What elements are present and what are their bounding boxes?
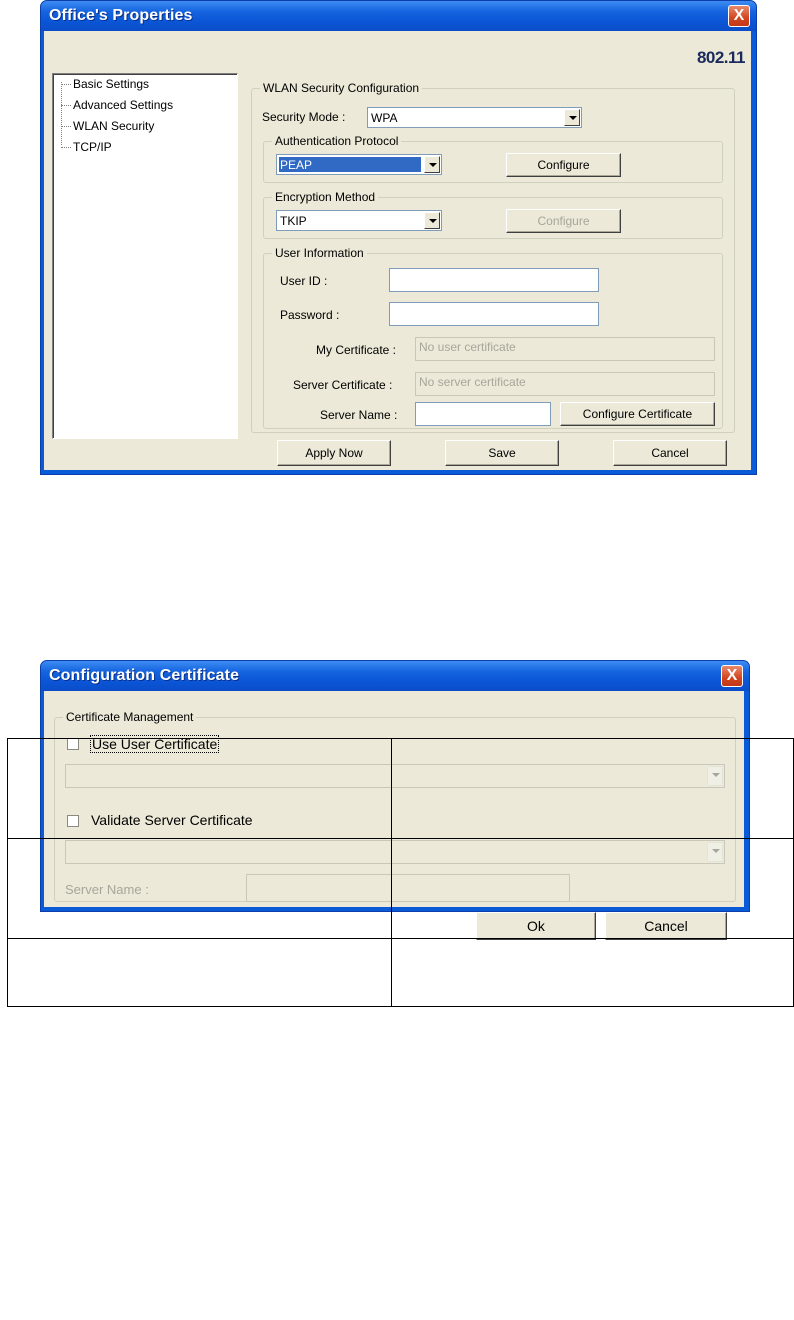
close-icon[interactable]: X xyxy=(721,665,743,687)
encryption-method-legend: Encryption Method xyxy=(272,190,378,204)
authentication-protocol-group xyxy=(263,134,723,183)
password-input[interactable] xyxy=(389,302,599,326)
tree-dots xyxy=(61,84,71,85)
server-certificate-label: Server Certificate : xyxy=(293,378,393,392)
encryption-configure-button[interactable]: Configure xyxy=(506,209,621,233)
password-label: Password : xyxy=(280,308,340,322)
save-button[interactable]: Save xyxy=(445,440,559,466)
chevron-down-icon[interactable] xyxy=(424,156,440,173)
wlan-security-group xyxy=(251,81,735,433)
table-row xyxy=(8,839,794,939)
ok-button[interactable]: Ok xyxy=(476,912,596,940)
user-information-group xyxy=(263,246,723,429)
tree-connector xyxy=(61,82,62,145)
chevron-down-icon[interactable] xyxy=(424,212,440,229)
table-cell xyxy=(392,839,794,939)
tree-item-advanced-settings[interactable] xyxy=(61,98,173,112)
table-cell xyxy=(8,939,392,1007)
table-cell xyxy=(392,739,794,839)
table-cell xyxy=(8,839,392,939)
table-row xyxy=(8,739,794,839)
office-properties-window xyxy=(40,0,757,475)
office-properties-titlebar[interactable] xyxy=(41,1,756,31)
brand-label-80211: 802.11 xyxy=(696,48,745,67)
certificate-management-legend: Certificate Management xyxy=(63,710,196,724)
authentication-protocol-select[interactable] xyxy=(276,154,442,175)
configure-certificate-button[interactable]: Configure Certificate xyxy=(560,402,715,426)
configuration-certificate-titlebar[interactable] xyxy=(41,661,749,691)
user-id-label: User ID : xyxy=(280,274,328,288)
security-mode-label: Security Mode : xyxy=(262,110,346,124)
authentication-configure-button[interactable]: Configure xyxy=(506,153,621,177)
apply-now-button[interactable]: Apply Now xyxy=(277,440,391,466)
tree-item-label: WLAN Security xyxy=(73,119,155,133)
empty-table xyxy=(7,738,794,1007)
tree-dots xyxy=(61,105,71,106)
server-name-label: Server Name : xyxy=(65,882,149,897)
chevron-down-icon[interactable] xyxy=(564,109,580,126)
tree-item-label: Advanced Settings xyxy=(73,98,174,112)
table-cell xyxy=(392,939,794,1007)
encryption-method-value: TKIP xyxy=(280,214,307,228)
table-cell xyxy=(8,739,392,839)
user-id-input[interactable] xyxy=(389,268,599,292)
my-certificate-field: No user certificate xyxy=(415,337,715,361)
encryption-method-group xyxy=(263,190,723,239)
server-name-input[interactable] xyxy=(415,402,551,426)
tree-item-label: TCP/IP xyxy=(73,140,112,154)
configuration-certificate-title: Configuration Certificate xyxy=(49,667,240,684)
encryption-method-select[interactable] xyxy=(276,210,442,231)
server-certificate-field: No server certificate xyxy=(415,372,715,396)
authentication-protocol-legend: Authentication Protocol xyxy=(272,134,401,148)
tree-item-tcpip[interactable] xyxy=(61,140,112,154)
office-properties-client xyxy=(44,31,751,470)
security-mode-value: WPA xyxy=(371,111,398,125)
wlan-security-legend: WLAN Security Configuration xyxy=(260,81,422,95)
authentication-protocol-value: PEAP xyxy=(279,157,421,172)
security-mode-select[interactable] xyxy=(367,107,582,128)
tree-item-basic-settings[interactable] xyxy=(61,77,149,91)
tree-dots xyxy=(61,147,71,148)
my-certificate-label: My Certificate : xyxy=(316,343,397,357)
validate-server-certificate-label[interactable]: Validate Server Certificate xyxy=(91,812,253,828)
server-name-label: Server Name : xyxy=(320,408,398,422)
office-properties-title: Office's Properties xyxy=(49,7,193,24)
settings-tree[interactable] xyxy=(52,73,238,439)
table-row xyxy=(8,939,794,1007)
cancel-button[interactable]: Cancel xyxy=(613,440,727,466)
tree-item-label: Basic Settings xyxy=(73,77,150,91)
tree-item-wlan-security[interactable] xyxy=(61,119,154,133)
close-icon[interactable]: X xyxy=(728,5,750,27)
user-information-legend: User Information xyxy=(272,246,367,260)
cancel-button[interactable]: Cancel xyxy=(605,912,727,940)
use-user-certificate-label[interactable]: Use User Certificate xyxy=(92,736,218,752)
tree-dots xyxy=(61,126,71,127)
